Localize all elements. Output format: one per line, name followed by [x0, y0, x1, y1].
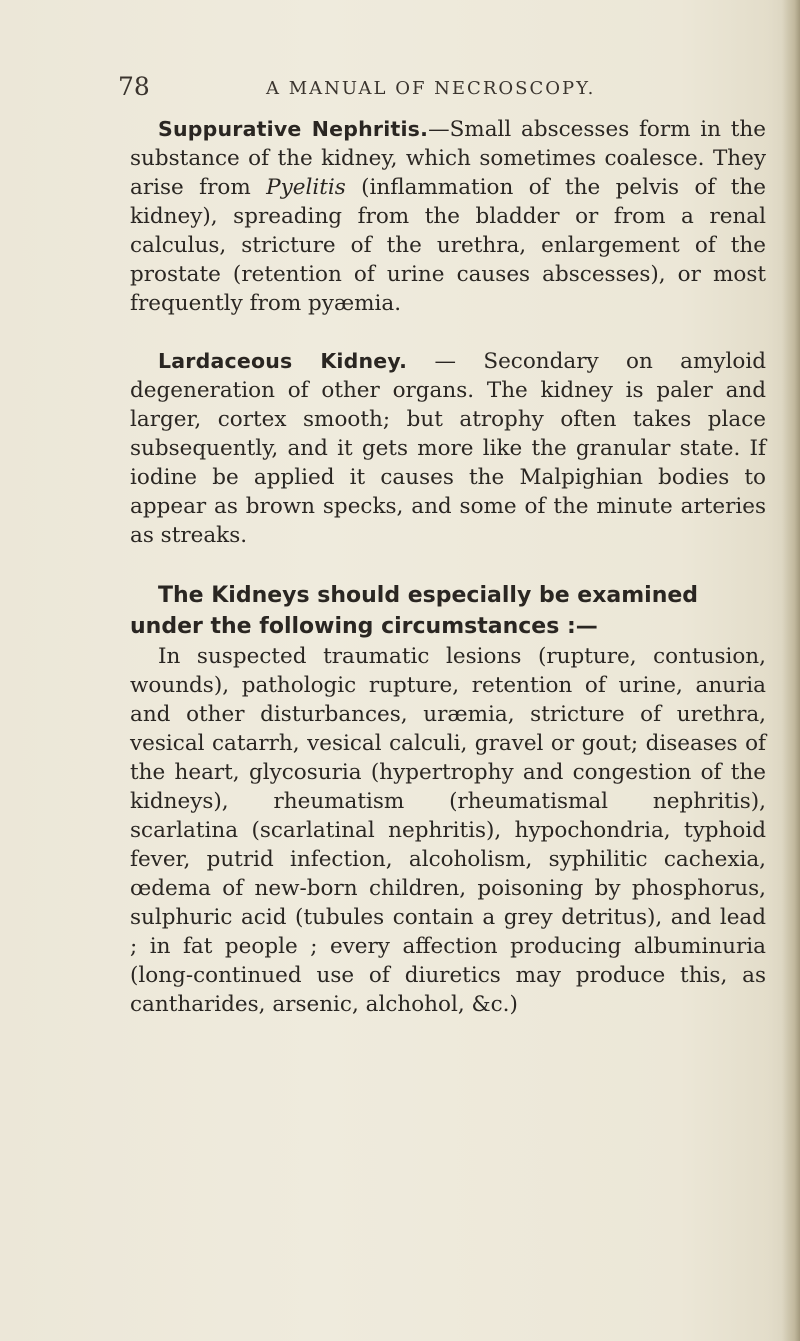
page-body [130, 115, 766, 1019]
page-number: 78 [118, 72, 150, 101]
heading-kidney-examination-line2: under the following circumstances :— [130, 614, 598, 639]
paragraph-suppurative-nephritis [130, 115, 766, 318]
running-title: A MANUAL OF NECROSCOPY. [266, 78, 596, 99]
paragraph-lardaceous-kidney [130, 347, 766, 550]
heading-kidney-examination [130, 580, 766, 642]
heading-lardaceous-kidney: Lardaceous Kidney. [158, 349, 408, 373]
heading-suppurative-nephritis: Suppurative Nephritis. [158, 117, 429, 141]
page-header [118, 72, 678, 106]
paragraph-examination-circumstances: In suspected traumatic lesions (rupture, contusion, wounds), pathologic rupture, retention of urine, anuria and other disturbances, uræmia, stricture of urethra, vesical catarrh, vesical calculi, gravel or gout; diseases of the heart, glycosuria (hypertrophy and congestion of the kidneys), rheumatism (rheumatismal nephritis), scarlatina (scarlatinal nephritis), hypochondria, typhoid fever, putrid infection, alcoholism, syphilitic cachexia, œdema of new-born children, poisoning by phosphorus, sulphuric acid (tubules contain a grey detritus), and lead ; in fat people ; every affection producing albuminuria (long-continued use of diuretics may produce this, as cantharides, arsenic, alchohol, &c.) [130, 644, 766, 1017]
suppurative-text-b: (inflammation of the pelvis of the kidney), spreading from the bladder or from a renal calculus, stricture of the urethra, enlargement of the prostate (retention of urine causes abscesses), or most frequently from pyæmia. [130, 175, 766, 316]
lardaceous-text: — Secondary on amyloid degeneration of other organs. The kidney is paler and larger, cortex smooth; but atrophy often takes place subsequently, and it gets more like the granular state. If iodine be applied it causes the Malpighian bodies to appear as brown specks, and some of the minute arteries as streaks. [130, 349, 766, 548]
page-edge-shadow [782, 0, 800, 1341]
suppurative-text-a: —Small abscesses form in the substance of the kidney, which sometimes coalesce. They arise from [130, 117, 766, 200]
pyelitis-term: Pyelitis [266, 175, 346, 200]
heading-kidney-examination-line1: The Kidneys should especially be examined [158, 583, 699, 608]
